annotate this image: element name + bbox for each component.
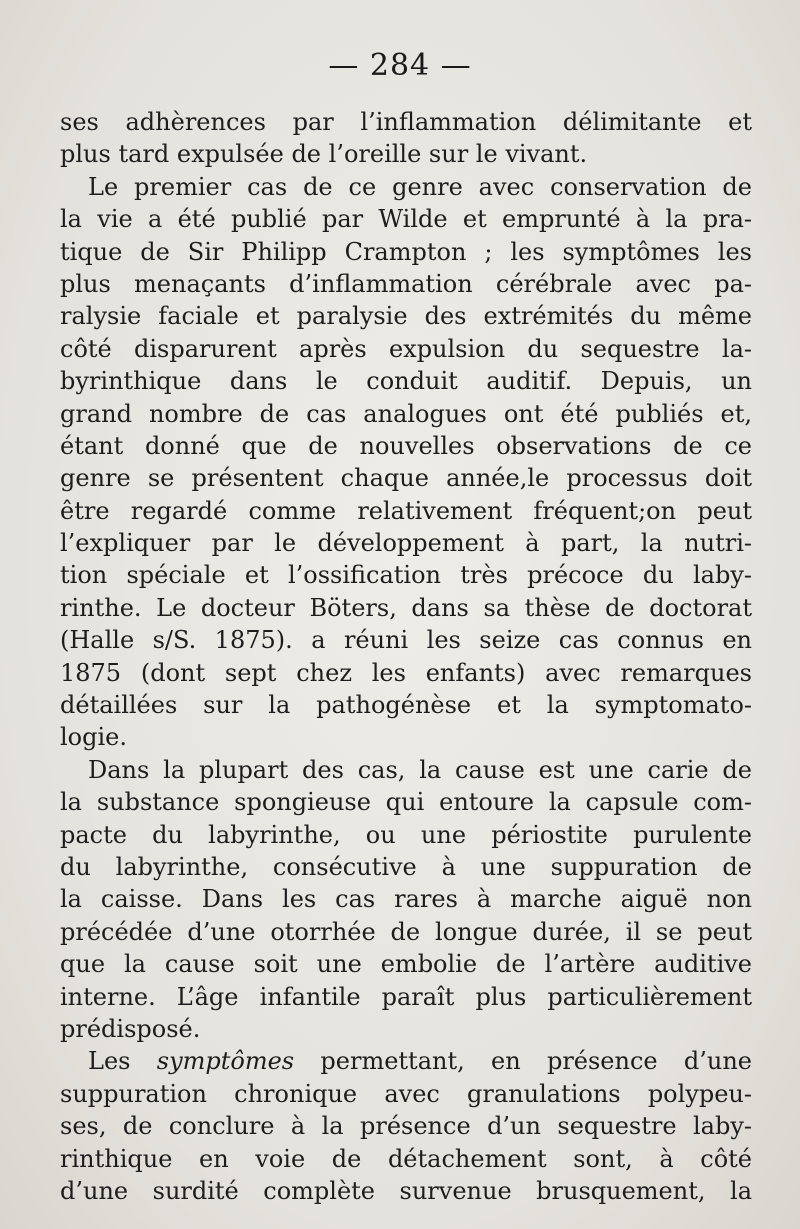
body-text — [60, 106, 752, 1207]
text-line: tion spéciale et l’ossification très précoce du laby- — [60, 561, 752, 590]
text-line: du labyrinthe, consécutive à une suppuration de — [60, 852, 752, 881]
text-line: (Halle s/S. 1875). a réuni les seize cas connus en — [60, 626, 752, 655]
text-line: tique de Sir Philipp Crampton ; les symptômes les — [60, 237, 752, 266]
text-line: genre se présentent chaque année,le processus doit — [60, 464, 752, 493]
text-line: ses, de conclure à la présence d’un sequestre laby- — [60, 1112, 752, 1141]
text-line: côté disparurent après expulsion du sequestre la- — [60, 334, 752, 363]
text-line: byrinthique dans le conduit auditif. Depuis, un — [60, 367, 752, 396]
text-line: Le premier cas de ce genre avec conservation de — [88, 172, 752, 201]
text-line: ralysie faciale et paralysie des extrémités du même — [60, 302, 752, 331]
text-line: 1875 (dont sept chez les enfants) avec remarques — [60, 658, 752, 687]
text-line: grand nombre de cas analogues ont été publiés et, — [60, 399, 752, 428]
text-line: être regardé comme relativement fréquent;on peut — [60, 496, 752, 525]
text-line: la caisse. Dans les cas rares à marche aiguë non — [60, 885, 752, 914]
text-line: pacte du labyrinthe, ou une périostite purulente — [60, 820, 752, 849]
text-line: la substance spongieuse qui entoure la capsule com- — [60, 788, 752, 817]
text-line: interne. L’âge infantile paraît plus particulièrement — [60, 982, 752, 1011]
text-line: précédée d’une otorrhée de longue durée, il se peut — [60, 917, 752, 946]
text-line: l’expliquer par le développement à part, la nutri- — [60, 529, 752, 558]
text-line: plus menaçants d’inflammation cérébrale avec pa- — [60, 269, 752, 298]
emphasized-word: symptômes — [156, 1047, 295, 1076]
text-line: rinthique en voie de détachement sont, à côté — [60, 1144, 752, 1173]
text-line: logie. — [60, 723, 127, 752]
text-line: Les symptômes permettant, en présence d’une — [88, 1047, 752, 1076]
text-line: que la cause soit une embolie de l’artère auditive — [60, 950, 752, 979]
text-line: détaillées sur la pathogénèse et la symptomato- — [60, 691, 752, 720]
text-line: la vie a été publié par Wilde et emprunté à la pra- — [60, 205, 752, 234]
text-line: rinthe. Le docteur Böters, dans sa thèse de doctorat — [60, 593, 752, 622]
text-line: ses adhèrences par l’inflammation délimitante et — [60, 108, 752, 136]
text-line: plus tard expulsée de l’oreille sur le vivant. — [60, 140, 588, 169]
text-line: suppuration chronique avec granulations polypeu- — [60, 1079, 752, 1108]
text-line: Dans la plupart des cas, la cause est une carie de — [88, 755, 752, 784]
text-line: d’une surdité complète survenue brusquement, la — [60, 1176, 752, 1205]
text-line: étant donné que de nouvelles observations de ce — [60, 431, 752, 460]
page-number: — 284 — — [328, 48, 472, 83]
text-line: prédisposé. — [60, 1014, 201, 1043]
